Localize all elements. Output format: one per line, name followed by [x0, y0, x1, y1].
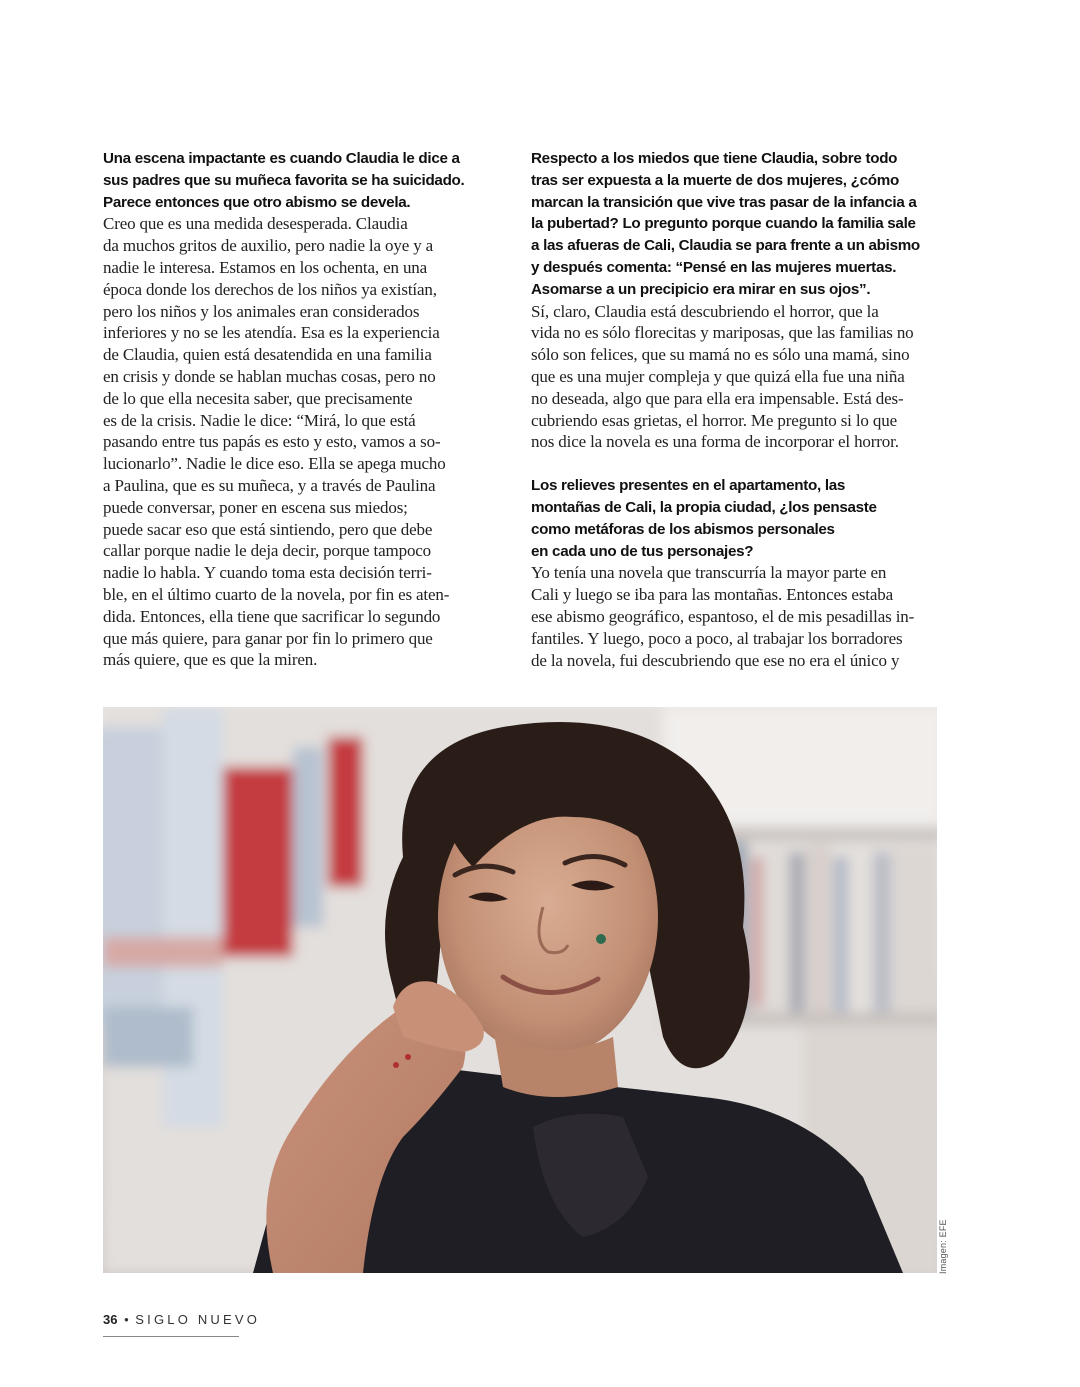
magazine-name: SIGLO NUEVO — [135, 1312, 261, 1327]
nail-2 — [405, 1054, 411, 1060]
answer-line: pasando entre tus papás es esto y esto, vamos a so- — [103, 432, 441, 452]
answer-line: nadie le interesa. Estamos en los ochenta, en una — [103, 257, 428, 277]
question-1 — [103, 148, 485, 213]
answer-line: pero los niños y los animales eran considerados — [103, 301, 420, 321]
answer-line: cubriendo esas grietas, el horror. Me pregunto si lo que — [531, 410, 897, 430]
question-line: a las afueras de Cali, Claudia se para frente a un abismo — [531, 237, 920, 255]
left-column — [103, 148, 485, 671]
question-line: Los relieves presentes en el apartamento, las — [531, 477, 846, 495]
answer-line: ble, en el último cuarto de la novela, por fin es aten- — [103, 584, 450, 604]
page-number: 36 — [103, 1312, 118, 1327]
answer-line: Yo tenía una novela que transcurría la mayor parte en — [531, 563, 887, 583]
answer-line: sólo son felices, que su mamá no es sólo una mamá, sino — [531, 345, 910, 365]
right-column — [531, 148, 941, 671]
question-line: como metáforas de los abismos personales — [531, 520, 835, 538]
answer-1 — [103, 213, 485, 671]
answer-line: fantiles. Y luego, poco a poco, al trabajar los borradores — [531, 628, 903, 648]
answer-line: Cali y luego se iba para las montañas. Entonces estaba — [531, 585, 894, 605]
photo-credit: Imagen: EFE — [938, 1219, 948, 1274]
question-line: Asomarse a un precipicio era mirar en sus ojos”. — [531, 280, 871, 298]
question-line: marcan la transición que vive tras pasar de la infancia a — [531, 193, 917, 211]
footer-rule — [103, 1336, 239, 1337]
answer-line: lucionarlo”. Nadie le dice eso. Ella se apega mucho — [103, 454, 446, 474]
page-footer — [103, 1312, 260, 1327]
question-3 — [531, 475, 941, 562]
answer-line: que más quiere, para ganar por fin lo primero que — [103, 628, 433, 648]
question-2 — [531, 148, 941, 301]
question-line: sus padres que su muñeca favorita se ha suicidado. — [103, 171, 465, 189]
answer-line: época donde los derechos de los niños ya existían, — [103, 279, 437, 299]
answer-line: dida. Entonces, ella tiene que sacrificar lo segundo — [103, 606, 441, 626]
question-line: y después comenta: “Pensé en las mujeres muertas. — [531, 258, 897, 276]
question-line: tras ser expuesta a la muerte de dos mujeres, ¿cómo — [531, 171, 899, 189]
answer-line: a Paulina, que es su muñeca, y a través de Paulina — [103, 475, 436, 495]
answer-line: vida no es sólo florecitas y mariposas, que las familias no — [531, 323, 914, 343]
answer-line: nos dice la novela es una forma de incorporar el horror. — [531, 432, 899, 452]
question-line: Una escena impactante es cuando Claudia le dice a — [103, 150, 460, 167]
answer-line: de Claudia, quien está desatendida en una familia — [103, 345, 432, 365]
answer-line: de lo que ella necesita saber, que precisamente — [103, 388, 413, 408]
answer-line: ese abismo geográfico, espantoso, el de mis pesadillas in- — [531, 606, 915, 626]
answer-line: que es una mujer compleja y que quizá ella fue una niña — [531, 366, 905, 386]
answer-line: da muchos gritos de auxilio, pero nadie la oye y a — [103, 236, 434, 256]
paragraph-gap — [531, 453, 941, 475]
answer-line: en crisis y donde se hablan muchas cosas, pero no — [103, 366, 436, 386]
author-portrait-photo — [103, 707, 937, 1273]
answer-line: puede sacar eso que está sintiendo, pero que debe — [103, 519, 433, 539]
question-line: Respecto a los miedos que tiene Claudia, sobre todo — [531, 150, 898, 167]
answer-line: más quiere, que es que la miren. — [103, 650, 318, 670]
answer-line: Creo que es una medida desesperada. Claudia — [103, 214, 408, 234]
question-line: en cada uno de tus personajes? — [531, 542, 754, 560]
question-line: Parece entonces que otro abismo se devela. — [103, 193, 411, 211]
answer-line: de la novela, fui descubriendo que ese no era el único y — [531, 650, 900, 670]
answer-line: inferiores y no se les atendía. Esa es la experiencia — [103, 323, 440, 343]
question-line: montañas de Cali, la propia ciudad, ¿los pensaste — [531, 498, 877, 516]
question-line: la pubertad? Lo pregunto porque cuando la familia sale — [531, 215, 916, 233]
portrait-illustration — [103, 707, 937, 1273]
answer-line: no deseada, algo que para ella era impensable. Está des- — [531, 388, 904, 408]
answer-line: puede conversar, poner en escena sus miedos; — [103, 497, 408, 517]
earring — [596, 934, 606, 944]
answer-3 — [531, 562, 941, 671]
answer-line: Sí, claro, Claudia está descubriendo el horror, que la — [531, 301, 879, 321]
nail-1 — [393, 1062, 399, 1068]
footer-separator: • — [124, 1312, 129, 1327]
answer-line: nadie lo habla. Y cuando toma esta decisión terri- — [103, 563, 432, 583]
answer-line: es de la crisis. Nadie le dice: “Mirá, lo que está — [103, 410, 416, 430]
answer-line: callar porque nadie le deja decir, porque tampoco — [103, 541, 432, 561]
answer-2 — [531, 301, 941, 454]
